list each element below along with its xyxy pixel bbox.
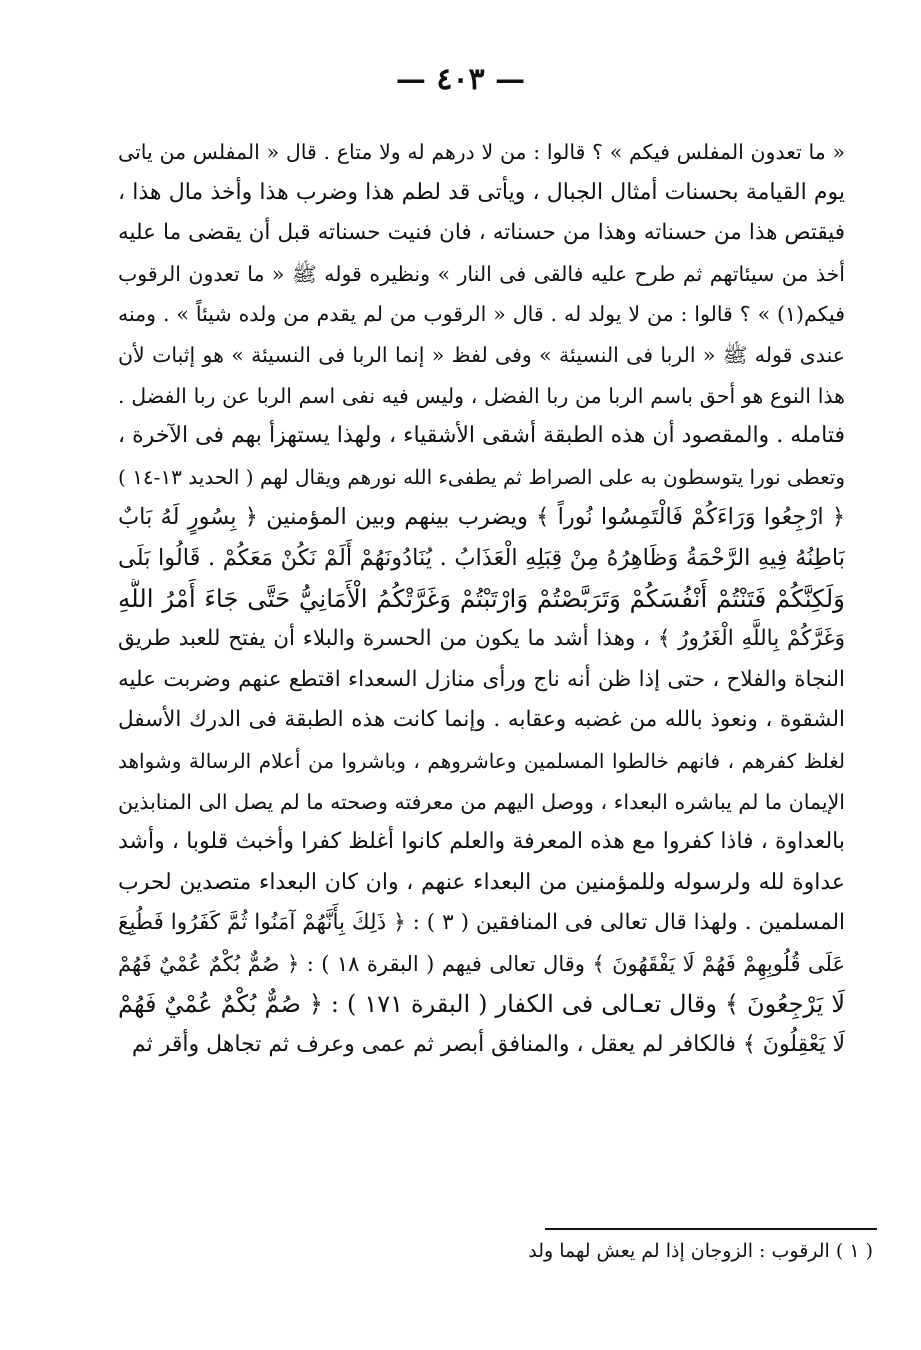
text-line: الشقوة ، ونعوذ بالله من غضبه وعقابه . وإنما كانت هذه الطبقة فى الدرك الأسفل bbox=[118, 707, 845, 733]
text-line: هذا النوع هو أحق باسم الربا من ربا الفضل ، وليس فيه نفى اسم الربا عن ربا الفضل . bbox=[118, 383, 845, 408]
text-line: المسلمين . ولهذا قال تعالى فى المنافقين ( ٣ ) : ﴿ ذَلِكَ بِأَنَّهُمْ آمَنُوا ثُمَّ كَفَرُوا فَطُبِعَ bbox=[118, 910, 845, 936]
text-line: لَا يَرْجِعُونَ ﴾ وقال تعـالى فى الكفار ( البقرة ١٧١ ) : ﴿ صُمٌّ بُكْمٌ عُمْيٌ فَهُمْ bbox=[118, 990, 845, 1019]
text-line: أخذ من سيئاتهم ثم طرح عليه فالقى فى النار » ونظيره قوله ﷺ « ما تعدون الرقوب bbox=[118, 261, 845, 286]
text-line: عداوة لله ولرسوله وللمؤمنين من البعداء عنهم ، وان كان البعداء متصدين لحرب bbox=[118, 869, 845, 895]
text-line: فيقتص هذا من حسناته وهذا من حسناته ، فان فنيت حسناته قبل أن يقضى ما عليه bbox=[118, 220, 845, 246]
text-line: فيكم(١) » ؟ قالوا : من لا يولد له . قال « الرقوب من لم يقدم من ولده شيئاً » . ومنه bbox=[118, 302, 845, 327]
footnote-divider bbox=[545, 1228, 877, 1230]
text-line: لغلظ كفرهم ، فانهم خالطوا المسلمين وعاشروهم ، وباشروا من أعلام الرسالة وشواهد bbox=[118, 748, 845, 773]
text-line: يوم القيامة بحسنات أمثال الجبال ، ويأتى قد لطم هذا وضرب هذا وأخذ مال هذا ، bbox=[118, 179, 845, 205]
page-number: — ٤٠٣ — bbox=[395, 62, 526, 97]
quran-verse-line: وَلَكِنَّكُمْ فَتَنْتُمْ أَنْفُسَكُمْ وَتَرَبَّصْتُمْ وَارْتَبْتُمْ وَغَرَّتْكُمُ الْأَمَانِيُّ حَتَّى جَاءَ أَمْرُ اللَّهِ bbox=[118, 583, 845, 613]
quran-verse-line: ﴿ ارْجِعُوا وَرَاءَكُمْ فَالْتَمِسُوا نُوراً ﴾ ويضرب بينهم وبين المؤمنين ﴿ بِسُورٍ لَهُ بَابٌ bbox=[118, 504, 845, 531]
text-line: لَا يَعْقِلُونَ ﴾ فالكافر لم يعقل ، والمنافق أبصر ثم عمى وعرف ثم تجاهل وأقر ثم bbox=[131, 1032, 845, 1058]
footnote: ( ١ ) الرقوب : الزوجان إذا لم يعش لهما ولد bbox=[528, 1240, 873, 1262]
text-line: « ما تعدون المفلس فيكم » ؟ قالوا : من لا درهم له ولا متاع . قال « المفلس من ياتى bbox=[118, 140, 845, 164]
body-text bbox=[118, 132, 845, 1066]
text-line: النجاة والفلاح ، حتى إذا ظن أنه ناج ورأى منازل السعداء اقتطع عنهم وضربت عليه bbox=[118, 666, 845, 692]
text-line: وَغَرَّكُمْ بِاللَّهِ الْغَرُورُ ﴾ ، وهذا أشد ما يكون من الحسرة والبلاء أن يفتح للعبد طريق bbox=[118, 626, 845, 652]
text-line: الإيمان ما لم يباشره البعداء ، ووصل اليهم من معرفته وصحته ما لم يصل الى المنابذين bbox=[118, 789, 845, 814]
text-line: عندى قوله ﷺ « الربا فى النسيئة » وفى لفظ « إنما الربا فى النسيئة » هو إثبات لأن bbox=[118, 342, 845, 367]
text-line: فتامله . والمقصود أن هذه الطبقة أشقى الأشقياء ، ولهذا يستهزأ بهم فى الآخرة ، bbox=[118, 423, 845, 449]
text-line: عَلَى قُلُوبِهِمْ فَهُمْ لَا يَفْقَهُونَ ﴾ وقال تعالى فيهم ( البقرة ١٨ ) : ﴿ صُمٌّ بُكْمٌ عُمْيٌ فَهُمْ bbox=[118, 951, 845, 976]
quran-verse-line: بَاطِنُهُ فِيهِ الرَّحْمَةُ وَظَاهِرُهُ مِنْ قِبَلِهِ الْعَذَابُ . يُنَادُونَهُمْ أَلَمْ نَكُنْ مَعَكُمْ . قَالُوا بَلَى bbox=[118, 544, 845, 571]
text-line: بالعداوة ، فاذا كفروا مع هذه المعرفة والعلم كانوا أغلظ كفرا وأخبث قلوبا ، وأشد bbox=[118, 829, 845, 855]
text-line: وتعطى نورا يتوسطون به على الصراط ثم يطفىء الله نورهم ويقال لهم ( الحديد ١٣-١٤ ) bbox=[118, 464, 845, 489]
